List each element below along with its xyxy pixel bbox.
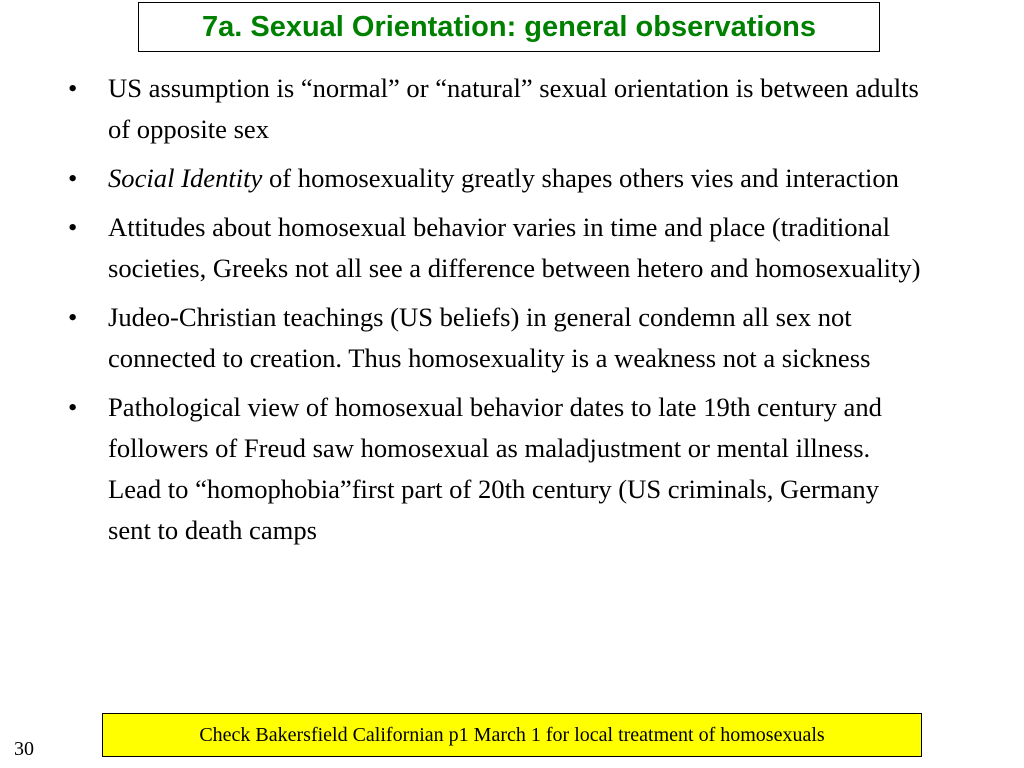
- bullet-marker: •: [68, 392, 78, 422]
- bullet-marker: •: [68, 163, 78, 193]
- bullet-text: [108, 392, 882, 545]
- bullet-body: Pathological view of homosexual behavior dates to late 19th century and followers of Freud saw homosexual as maladjustment or mental illness. Lead to “homophobia”first part of 20th century (US criminals, Germany sent to death camps: [108, 392, 882, 545]
- bullet-item-2: [68, 158, 928, 199]
- bullet-item-4: [68, 297, 928, 379]
- bullet-text: [108, 163, 899, 193]
- slide-number: 30: [14, 738, 34, 760]
- bullet-list: [68, 68, 928, 559]
- bullet-item-5: [68, 387, 928, 551]
- bullet-body: Attitudes about homosexual behavior varies in time and place (traditional societies, Greeks not all see a difference between hetero and homosexuality): [108, 212, 921, 283]
- bullet-item-1: [68, 68, 928, 150]
- slide-title-box: [138, 2, 880, 52]
- note-callout: [102, 713, 922, 757]
- bullet-marker: •: [68, 212, 78, 242]
- bullet-body: of homosexuality greatly shapes others vies and interaction: [262, 163, 899, 193]
- bullet-text: [108, 302, 870, 373]
- bullet-body: US assumption is “normal” or “natural” sexual orientation is between adults of opposite sex: [108, 73, 919, 144]
- bullet-item-3: [68, 207, 928, 289]
- note-text: Check Bakersfield Californian p1 March 1 for local treatment of homosexuals: [199, 723, 825, 746]
- bullet-marker: •: [68, 302, 78, 332]
- bullet-marker: •: [68, 73, 78, 103]
- bullet-body: Judeo-Christian teachings (US beliefs) in general condemn all sex not connected to creation. Thus homosexuality is a weakness not a sickness: [108, 302, 871, 373]
- bullet-text: [108, 73, 919, 144]
- bullet-italic-lead: Social Identity: [108, 163, 263, 193]
- slide-title: 7a. Sexual Orientation: general observations: [201, 10, 817, 43]
- bullet-text: [108, 212, 921, 283]
